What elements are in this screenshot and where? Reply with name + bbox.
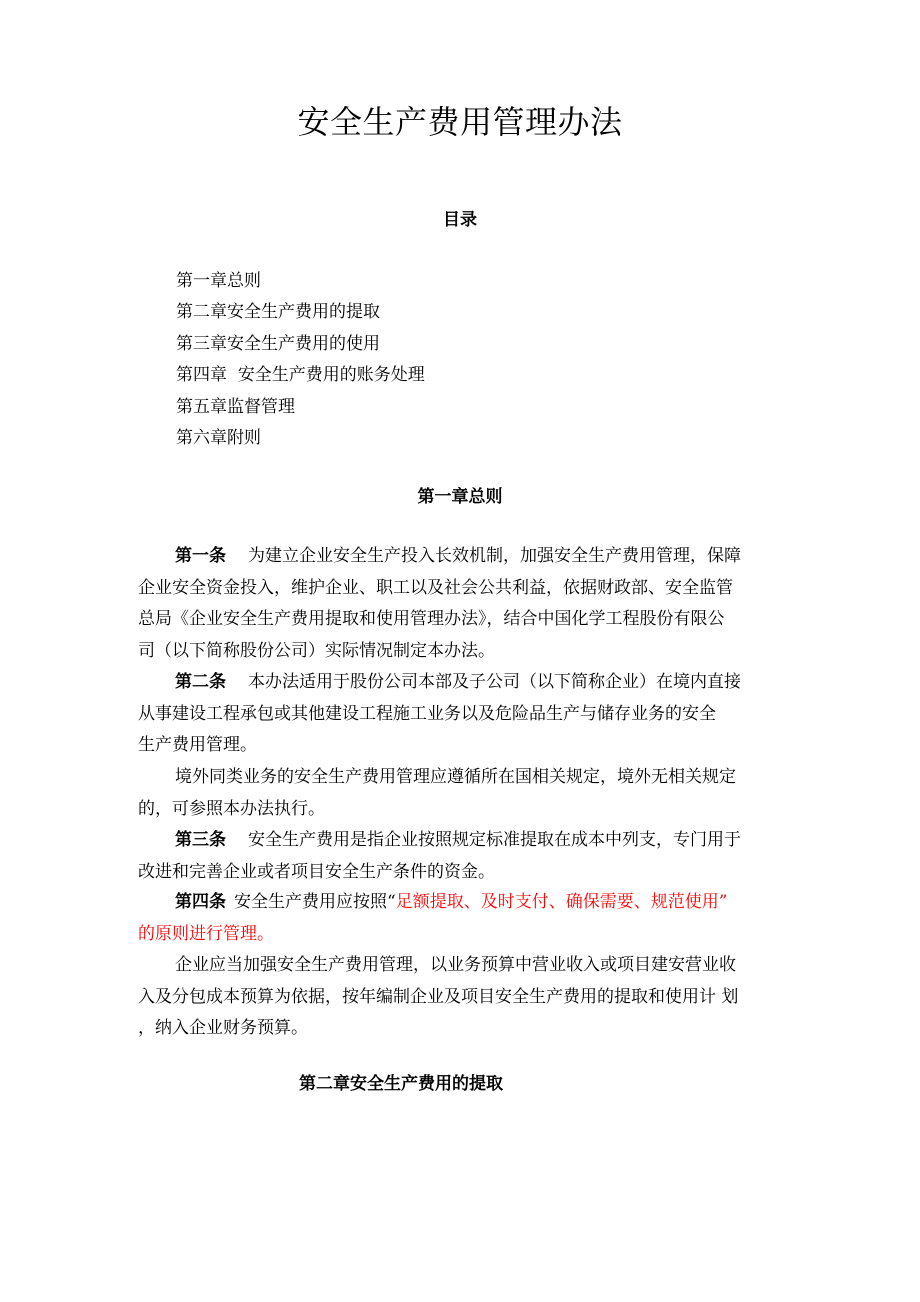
toc-item-chapter-3[interactable]: 第三章安全生产费用的使用 [176, 333, 380, 354]
article-3 [138, 825, 798, 888]
article-2-line: 从事建设工程承包或其他建设工程施工业务以及危险品生产与储存业务的安全 [138, 703, 716, 724]
article-1-label: 第一条 [175, 546, 226, 566]
budget-line: 入及分包成本预算为依据，按年编制企业及项目安全生产费用的提取和使用计 划 [138, 986, 739, 1007]
article-2-line: 生产费用管理。 [138, 735, 257, 755]
chapter-1-heading: 第一章总则 [417, 487, 503, 507]
article-1 [138, 541, 798, 667]
chapter-2-heading: 第二章安全生产费用的提取 [299, 1074, 503, 1094]
article-1-line: 企业安全资金投入，维护企业、职工以及社会公共利益，依据财政部、安全监管 [138, 577, 733, 598]
toc-heading: 目录 [443, 210, 477, 230]
article-4-highlight: 足额提取、及时支付、确保需要、规范使用” [395, 892, 728, 912]
toc-item-chapter-6[interactable]: 第六章附则 [176, 428, 261, 449]
toc-item-chapter-1[interactable]: 第一章总则 [176, 271, 261, 291]
toc-item-chapter-4[interactable]: 第四章 安全生产费用的账务处理 [176, 365, 425, 386]
article-1-line: 司（以下简称股份公司）实际情况制定本办法。 [138, 640, 495, 661]
article-2-label: 第二条 [175, 672, 226, 692]
article-1-line [138, 541, 798, 573]
budget-paragraph [138, 950, 798, 1045]
budget-line: 企业应当加强安全生产费用管理，以业务预算中营业收入或项目建安营业收 [175, 955, 736, 975]
table-of-contents [176, 266, 425, 454]
article-2 [138, 667, 798, 762]
overseas-line: 境外同类业务的安全生产费用管理应遵循所在国相关规定，境外无相关规定 [175, 767, 736, 787]
article-4-label: 第四条 [175, 892, 226, 912]
article-3-label: 第三条 [175, 830, 226, 850]
overseas-paragraph [138, 762, 798, 825]
article-2-line [138, 667, 798, 699]
article-4-line [138, 887, 798, 919]
article-4 [138, 887, 798, 950]
article-3-line: 改进和完善企业或者项目安全生产条件的资金。 [138, 861, 495, 882]
article-2-text: 本办法适用于股份公司本部及子公司（以下简称企业）在境内直接 [248, 672, 741, 692]
article-4-highlight-continued: 的原则进行管理。 [138, 923, 274, 944]
article-3-text: 安全生产费用是指企业按照规定标准提取在成本中列支，专门用于 [248, 830, 741, 850]
article-1-text: 为建立企业安全生产投入长效机制，加强安全生产费用管理，保障 [248, 546, 741, 566]
document-title: 安全生产费用管理办法 [297, 103, 623, 141]
budget-line: ，纳入企业财务预算。 [138, 1018, 308, 1038]
toc-item-chapter-2[interactable]: 第二章安全生产费用的提取 [176, 302, 380, 323]
toc-item-chapter-5[interactable]: 第五章监督管理 [176, 396, 295, 417]
article-4-text: 安全生产费用应按照“ [234, 892, 396, 912]
overseas-line: 的，可参照本办法执行。 [138, 798, 325, 819]
article-3-line [138, 825, 798, 857]
article-1-line: 总局《企业安全生产费用提取和使用管理办法》，结合中国化学工程股份有限公 [138, 609, 725, 629]
